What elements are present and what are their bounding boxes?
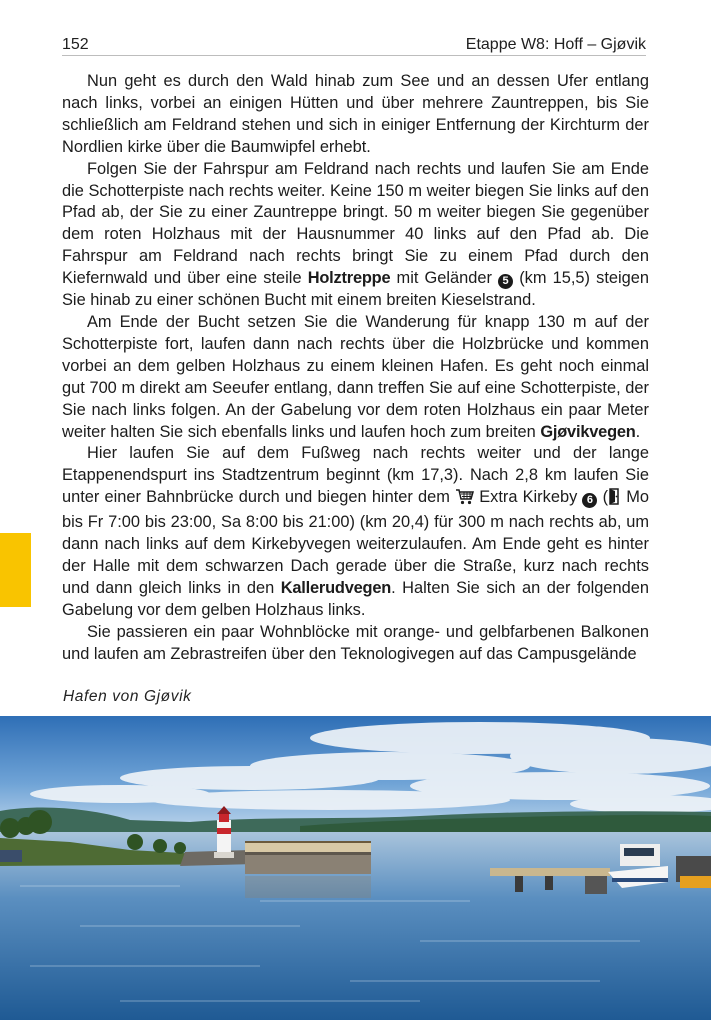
harbor-photo (0, 716, 711, 1020)
running-title: Etappe W8: Hoff – Gjøvik (465, 36, 646, 53)
paragraph-2-text-a: Folgen Sie der Fahrspur am Feldrand nach rechts und laufen Sie am Ende die Schotterpiste nach rechts weiter. Keine 150 m weiter biegen Sie links auf den Pfad ab, der Sie zu einer Zauntreppe bringt. 50 m weiter biegen Sie gegenüber dem roten Holzhaus mit der Hausnummer 40 links auf den Pfad ab. Die Fahrspur am Feldrand nach rechts bringt Sie zu einem Pfad durch den Kiefernwald und über eine steile (62, 159, 649, 288)
left-boat (0, 850, 22, 862)
opening-hours-icon (608, 488, 621, 512)
paragraph-5 (62, 622, 649, 666)
paragraph-4-text-b: Extra Kirkeby (474, 488, 583, 507)
pier (245, 842, 371, 874)
place-name-kallerudvegen: Kallerudvegen (280, 578, 392, 597)
page-header (62, 36, 646, 56)
paragraph-3-text-a: Am Ende der Bucht setzen Sie die Wanderung für knapp 130 m auf der Schotterpiste fort, laufen dann nach rechts über die Holzbrücke und kommen vorbei an dem gelben Holzhaus zu einem kleinen Hafen. Es geht noch einmal gut 700 m direkt am Seeufer entlang, dann treffen Sie auf eine Schotterpiste, der Sie nach links folgen. An der Gabelung vor dem roten Holzhaus ein paar Meter weiter halten Sie sich ebenfalls links und laufen hoch zum breiten (62, 312, 649, 441)
paragraph-3 (62, 312, 649, 443)
second-boat (676, 856, 711, 888)
paragraph-4-text-a: Hier laufen Sie auf dem Fußweg nach rechts weiter und der lange Etappenendspurt ins Stadtzentrum beginnt (km 17,3). Nach 2,8 km laufen Sie unter einer Bahnbrücke durch und biegen hinter dem (62, 444, 649, 507)
photo-caption: Hafen von Gjøvik (63, 688, 192, 705)
paragraph-2 (62, 159, 649, 312)
chapter-tab (0, 533, 31, 607)
paragraph-5-text: Sie passieren ein paar Wohnblöcke mit orange- und gelbfarbenen Balkonen und laufen am Zebrastreifen über den Teknologivegen auf das Campusgelände (62, 622, 649, 663)
shopping-cart-icon (455, 488, 474, 512)
place-name-holztreppe: Holztreppe (307, 269, 391, 288)
pier-reflection (245, 876, 371, 898)
waypoint-marker-5: 5 (498, 274, 513, 289)
paragraph-4-text-c: ( (597, 488, 609, 507)
paragraph-4 (62, 443, 649, 621)
place-name-gjovikvegen: Gjøvikvegen (540, 422, 636, 441)
paragraph-4-text-d: Mo bis Fr 7:00 bis 23:00, Sa 8:00 bis 21:00) (km 20,4) für 300 m nach rechts ab, um dann nach links auf dem Kirkebyvegen weiterzulaufen. Am Ende geht es hinter der Halle mit dem schwarzen Dach gerade über die Straße, kurz nach rechts und dann gleich links in den (62, 488, 649, 597)
header-rule (62, 55, 646, 56)
page-number: 152 (62, 36, 89, 53)
paragraph-1 (62, 71, 649, 159)
paragraph-2-text-c: (km 15,5) steigen Sie hinab zu einer schönen Bucht mit einem breiten Kieselstrand. (62, 269, 649, 310)
waypoint-marker-6: 6 (582, 493, 597, 508)
body-text (62, 71, 649, 665)
paragraph-2-text-b: mit Geländer (390, 269, 499, 288)
paragraph-4-text-e: . Halten Sie sich an der folgenden Gabelung vor dem gelben Holzhaus links. (62, 578, 649, 619)
paragraph-3-text-b: . (635, 422, 641, 441)
paragraph-1-text: Nun geht es durch den Wald hinab zum See und an dessen Ufer entlang nach links, vorbei an einigen Hütten und über mehrere Zauntreppen, bis Sie schließlich am Feldrand stehen und sich in einiger Entfernung der Kirchturm der Nordlien kirke über die Baumwipfel erhebt. (62, 72, 649, 156)
